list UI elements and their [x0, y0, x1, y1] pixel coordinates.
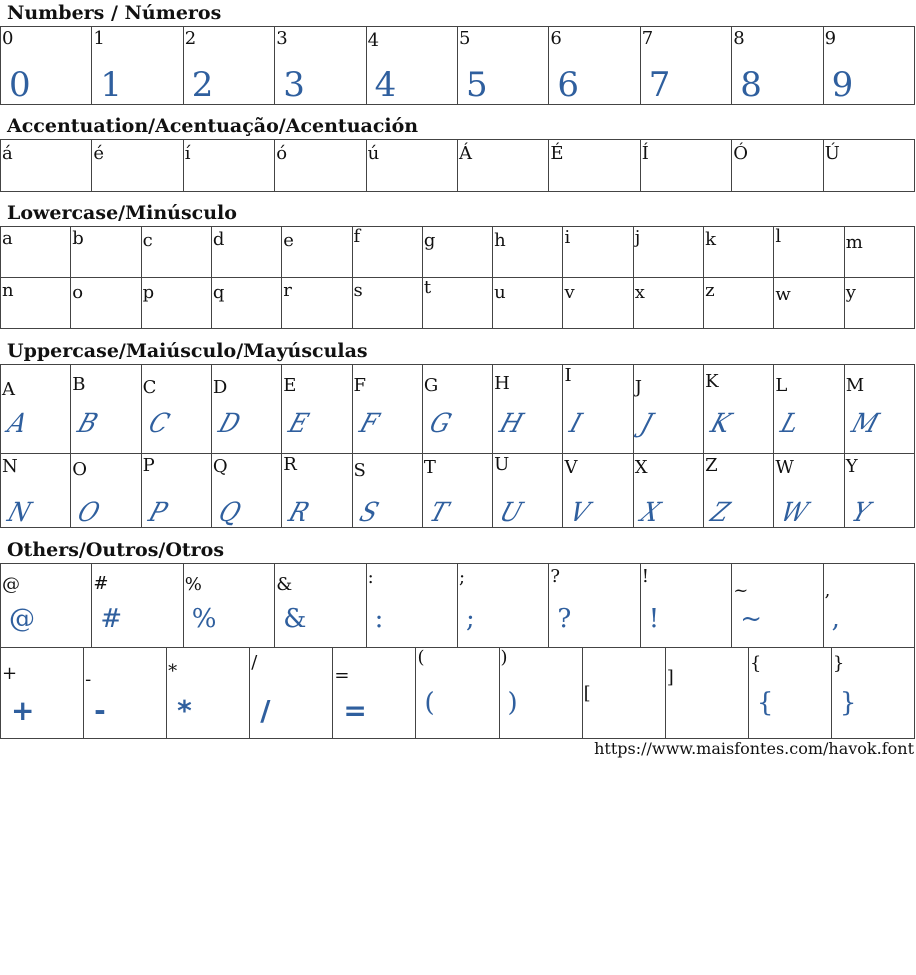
glyph-cell-label: c — [142, 230, 153, 251]
glyph-cell — [250, 648, 333, 739]
uppercase-title: Uppercase/Maiúsculo/Mayúsculas — [7, 340, 368, 362]
glyph-cell-label: a — [2, 228, 13, 249]
glyph-cell-label: I — [564, 365, 572, 386]
glyph-cell-label: / — [251, 652, 258, 673]
glyph-sample: - — [94, 694, 106, 727]
glyph-cell-label: í — [184, 143, 191, 164]
glyph-cell-label: m — [845, 232, 863, 253]
glyph-cell-label: V — [564, 457, 578, 478]
glyph-cell-label: ? — [550, 566, 561, 587]
glyph-cell — [641, 140, 732, 192]
glyph-cell — [774, 454, 844, 528]
glyph-sample: J — [636, 407, 657, 439]
glyph-cell-label: H — [494, 373, 510, 394]
glyph-sample: @ — [9, 604, 35, 634]
glyph-sample: } — [839, 688, 857, 718]
glyph-cell — [71, 365, 141, 454]
glyph-sample: E — [285, 407, 313, 439]
accents-title: Accentuation/Acentuação/Acentuación — [7, 115, 419, 137]
glyph-cell — [275, 564, 366, 648]
glyph-sample: 1 — [100, 65, 123, 105]
glyph-cell — [212, 365, 282, 454]
glyph-cell-label: L — [775, 375, 788, 396]
glyph-sample: U — [496, 496, 527, 528]
glyph-cell-label: á — [2, 143, 13, 164]
glyph-cell — [416, 648, 499, 739]
glyph-cell-label: D — [212, 377, 228, 398]
glyph-cell — [1, 454, 71, 528]
glyph-cell-label: Ó — [733, 143, 748, 164]
glyph-cell-label: ó — [276, 143, 288, 164]
glyph-sample: V — [566, 496, 594, 528]
glyph-cell-label: E — [283, 375, 297, 396]
glyph-cell-label: - — [85, 669, 92, 690]
glyph-sample: ; — [466, 604, 475, 634]
glyph-cell — [184, 564, 275, 648]
others-grid-row2 — [0, 647, 915, 739]
glyph-cell — [71, 278, 141, 329]
glyph-cell-label: g — [423, 230, 436, 251]
glyph-sample: 6 — [557, 65, 580, 105]
glyph-sample: = — [343, 694, 367, 727]
glyph-cell — [549, 140, 640, 192]
glyph-cell-label: G — [423, 375, 439, 396]
glyph-cell-label: k — [705, 229, 716, 250]
glyph-cell — [367, 140, 458, 192]
glyph-cell — [824, 27, 915, 105]
glyph-cell — [184, 27, 275, 105]
glyph-cell-label: U — [494, 454, 510, 475]
glyph-sample: ( — [424, 688, 435, 718]
glyph-cell-label: & — [276, 574, 293, 595]
glyph-sample: X — [636, 496, 664, 528]
glyph-cell-label: [ — [583, 683, 591, 704]
glyph-cell — [458, 140, 549, 192]
accents-grid — [0, 139, 915, 192]
glyph-cell-label: A — [2, 379, 15, 400]
glyph-cell-label: 9 — [824, 28, 837, 49]
glyph-cell-label: b — [72, 228, 84, 249]
glyph-cell-label: 1 — [93, 28, 105, 49]
glyph-cell — [732, 140, 823, 192]
glyph-sample: P — [144, 496, 171, 528]
glyph-cell — [749, 648, 832, 739]
glyph-cell — [275, 140, 366, 192]
glyph-sample: * — [177, 694, 192, 727]
glyph-cell — [1, 140, 92, 192]
glyph-cell — [634, 365, 704, 454]
others-grid-row1 — [0, 563, 915, 648]
glyph-cell — [142, 227, 212, 278]
glyph-cell — [563, 278, 633, 329]
glyph-cell-label: h — [494, 230, 506, 251]
glyph-cell — [845, 365, 915, 454]
glyph-cell — [275, 27, 366, 105]
glyph-sample: C — [144, 407, 173, 439]
glyph-cell-label: N — [2, 456, 18, 477]
lowercase-grid — [0, 226, 915, 329]
glyph-cell-label: t — [423, 278, 432, 298]
glyph-cell-label: 6 — [550, 28, 562, 49]
glyph-sample: ? — [557, 604, 572, 634]
glyph-cell-label: B — [72, 374, 86, 395]
glyph-sample: / — [260, 694, 271, 727]
glyph-sample: + — [11, 694, 35, 727]
glyph-cell — [832, 648, 915, 739]
glyph-cell-label: * — [168, 661, 178, 682]
glyph-cell — [353, 365, 423, 454]
glyph-cell — [493, 278, 563, 329]
glyph-cell-label: ) — [500, 648, 508, 668]
glyph-cell — [774, 278, 844, 329]
glyph-sample: M — [847, 407, 883, 439]
glyph-cell-label: o — [72, 282, 84, 303]
glyph-cell-label: 0 — [2, 28, 14, 49]
glyph-cell — [92, 564, 183, 648]
glyph-sample: S — [355, 496, 382, 528]
glyph-cell-label: w — [775, 284, 791, 305]
glyph-sample: ) — [507, 688, 518, 718]
glyph-cell — [563, 454, 633, 528]
glyph-cell-label: 2 — [184, 28, 197, 49]
glyph-cell — [423, 278, 493, 329]
glyph-cell — [71, 454, 141, 528]
glyph-cell — [774, 227, 844, 278]
glyph-sample: O — [74, 496, 104, 528]
glyph-cell — [458, 27, 549, 105]
glyph-cell-label: { — [749, 653, 762, 674]
glyph-cell — [845, 227, 915, 278]
glyph-cell — [367, 27, 458, 105]
glyph-cell — [333, 648, 416, 739]
glyph-cell-label: z — [705, 280, 715, 301]
glyph-sample: A — [3, 407, 32, 439]
glyph-cell — [1, 27, 92, 105]
glyph-cell-label: @ — [2, 574, 20, 595]
glyph-cell — [142, 278, 212, 329]
glyph-cell — [84, 648, 167, 739]
glyph-cell — [1, 648, 84, 739]
glyph-cell — [92, 140, 183, 192]
glyph-cell-label: 3 — [276, 28, 288, 49]
glyph-cell-label: x — [634, 282, 645, 303]
glyph-cell — [845, 278, 915, 329]
glyph-cell — [353, 278, 423, 329]
glyph-cell — [1, 227, 71, 278]
uppercase-grid — [0, 364, 915, 528]
source-url[interactable]: https://www.maisfontes.com/havok.font — [594, 739, 914, 758]
glyph-cell — [549, 27, 640, 105]
others-title: Others/Outros/Otros — [7, 539, 225, 561]
glyph-cell — [824, 140, 915, 192]
glyph-sample: ! — [648, 604, 660, 634]
glyph-cell — [423, 454, 493, 528]
glyph-cell-label: P — [142, 455, 155, 476]
glyph-sample: H — [496, 407, 528, 439]
glyph-cell-label: Y — [845, 456, 858, 477]
glyph-cell — [704, 227, 774, 278]
glyph-cell-label: # — [93, 573, 109, 594]
glyph-cell-label: É — [550, 143, 564, 164]
glyph-cell-label: p — [142, 282, 155, 303]
glyph-cell-label: r — [283, 280, 292, 301]
glyph-cell-label: , — [824, 580, 831, 601]
glyph-cell — [845, 454, 915, 528]
glyph-sample: G — [425, 407, 456, 439]
glyph-sample: 5 — [466, 65, 488, 105]
glyph-sample: Q — [214, 496, 245, 528]
glyph-sample: 7 — [648, 65, 671, 105]
glyph-cell-label: f — [353, 227, 361, 247]
glyph-cell — [353, 454, 423, 528]
glyph-cell — [1, 365, 71, 454]
glyph-cell — [71, 227, 141, 278]
glyph-cell — [353, 227, 423, 278]
glyph-sample: I — [566, 407, 586, 439]
glyph-sample: W — [777, 496, 813, 528]
glyph-cell-label: s — [353, 280, 363, 301]
glyph-sample: ~ — [740, 604, 762, 634]
glyph-cell — [732, 564, 823, 648]
glyph-sample: 9 — [831, 65, 854, 105]
glyph-cell-label: ~ — [733, 580, 749, 601]
glyph-cell — [282, 227, 352, 278]
glyph-cell — [367, 564, 458, 648]
glyph-sample: 0 — [9, 65, 31, 105]
glyph-cell — [500, 648, 583, 739]
glyph-cell-label: 8 — [733, 28, 745, 49]
glyph-cell — [666, 648, 749, 739]
glyph-sample: , — [831, 604, 840, 634]
glyph-cell — [634, 278, 704, 329]
glyph-cell — [563, 365, 633, 454]
glyph-cell — [212, 454, 282, 528]
glyph-cell-label: 4 — [367, 30, 380, 51]
glyph-cell-label: % — [184, 574, 202, 595]
numbers-title: Numbers / Números — [7, 2, 222, 24]
glyph-cell-label: } — [832, 653, 845, 674]
glyph-cell — [423, 227, 493, 278]
glyph-cell — [704, 365, 774, 454]
glyph-sample: { — [756, 688, 774, 718]
glyph-cell-label: j — [634, 227, 641, 248]
glyph-cell-label: Z — [705, 455, 718, 476]
glyph-cell-label: Ú — [824, 143, 840, 164]
glyph-cell-label: O — [72, 459, 88, 480]
glyph-cell-label: ( — [417, 648, 425, 668]
glyph-sample: 2 — [191, 65, 214, 105]
glyph-cell — [732, 27, 823, 105]
glyph-sample: D — [214, 407, 245, 439]
glyph-cell-label: : — [367, 567, 374, 588]
glyph-cell-label: v — [564, 282, 575, 303]
glyph-cell — [824, 564, 915, 648]
glyph-sample: Z — [707, 496, 734, 528]
glyph-cell-label: J — [634, 377, 642, 398]
glyph-cell — [563, 227, 633, 278]
glyph-sample: 8 — [740, 65, 762, 105]
glyph-cell-label: d — [212, 229, 225, 250]
glyph-sample: & — [283, 604, 307, 634]
glyph-sample: 3 — [283, 65, 305, 105]
glyph-sample: Y — [847, 496, 874, 528]
glyph-cell — [1, 278, 71, 329]
glyph-cell — [282, 454, 352, 528]
glyph-cell-label: 5 — [459, 28, 471, 49]
glyph-cell — [92, 27, 183, 105]
glyph-cell-label: ; — [459, 567, 466, 588]
glyph-cell — [704, 454, 774, 528]
glyph-cell-label: X — [634, 457, 648, 478]
glyph-sample: F — [355, 407, 383, 439]
glyph-cell — [142, 454, 212, 528]
glyph-cell-label: ú — [367, 143, 380, 164]
glyph-cell — [634, 227, 704, 278]
glyph-cell — [641, 564, 732, 648]
glyph-cell-label: F — [353, 375, 367, 396]
glyph-cell-label: l — [775, 227, 782, 247]
glyph-cell — [142, 365, 212, 454]
glyph-cell-label: ] — [666, 667, 674, 688]
glyph-cell-label: u — [494, 282, 506, 303]
glyph-cell-label: Q — [212, 456, 228, 477]
glyph-cell-label: Á — [459, 143, 472, 164]
glyph-cell-label: C — [142, 377, 157, 398]
glyph-cell — [493, 227, 563, 278]
glyph-cell-label: S — [353, 460, 366, 481]
glyph-cell-label: i — [564, 227, 571, 248]
glyph-sample: : — [374, 604, 384, 634]
glyph-sample: 4 — [374, 65, 397, 105]
glyph-cell-label: T — [423, 457, 436, 478]
glyph-cell-label: Í — [641, 143, 649, 164]
glyph-sample: % — [191, 604, 217, 634]
glyph-sample: T — [425, 496, 452, 528]
glyph-cell — [423, 365, 493, 454]
glyph-cell-label: + — [2, 663, 18, 684]
glyph-cell — [774, 365, 844, 454]
glyph-cell — [549, 564, 640, 648]
glyph-sample: K — [707, 407, 736, 439]
glyph-cell — [212, 227, 282, 278]
glyph-cell — [458, 564, 549, 648]
glyph-cell-label: q — [212, 282, 225, 303]
glyph-cell — [641, 27, 732, 105]
glyph-cell — [634, 454, 704, 528]
glyph-sample: R — [285, 496, 314, 528]
glyph-cell — [493, 454, 563, 528]
glyph-cell-label: R — [283, 454, 297, 475]
glyph-cell — [493, 365, 563, 454]
glyph-sample: L — [777, 407, 804, 439]
glyph-cell-label: M — [845, 375, 865, 396]
glyph-cell — [704, 278, 774, 329]
glyph-cell — [184, 140, 275, 192]
glyph-cell-label: 7 — [641, 28, 654, 49]
glyph-cell — [167, 648, 250, 739]
glyph-cell — [583, 648, 666, 739]
glyph-cell-label: = — [334, 665, 350, 686]
glyph-sample: B — [74, 407, 102, 439]
glyph-cell — [1, 564, 92, 648]
glyph-cell-label: y — [845, 282, 856, 303]
glyph-cell — [282, 278, 352, 329]
glyph-sample: # — [100, 604, 123, 634]
glyph-cell-label: K — [705, 371, 719, 392]
glyph-cell-label: n — [2, 280, 14, 301]
glyph-cell-label: W — [775, 457, 794, 478]
glyph-cell — [282, 365, 352, 454]
glyph-sample: N — [3, 496, 36, 528]
glyph-cell-label: ! — [641, 566, 650, 587]
numbers-grid — [0, 26, 915, 105]
glyph-cell-label: e — [283, 230, 294, 251]
lowercase-title: Lowercase/Minúsculo — [7, 202, 237, 224]
glyph-cell — [212, 278, 282, 329]
glyph-cell-label: é — [93, 143, 105, 164]
